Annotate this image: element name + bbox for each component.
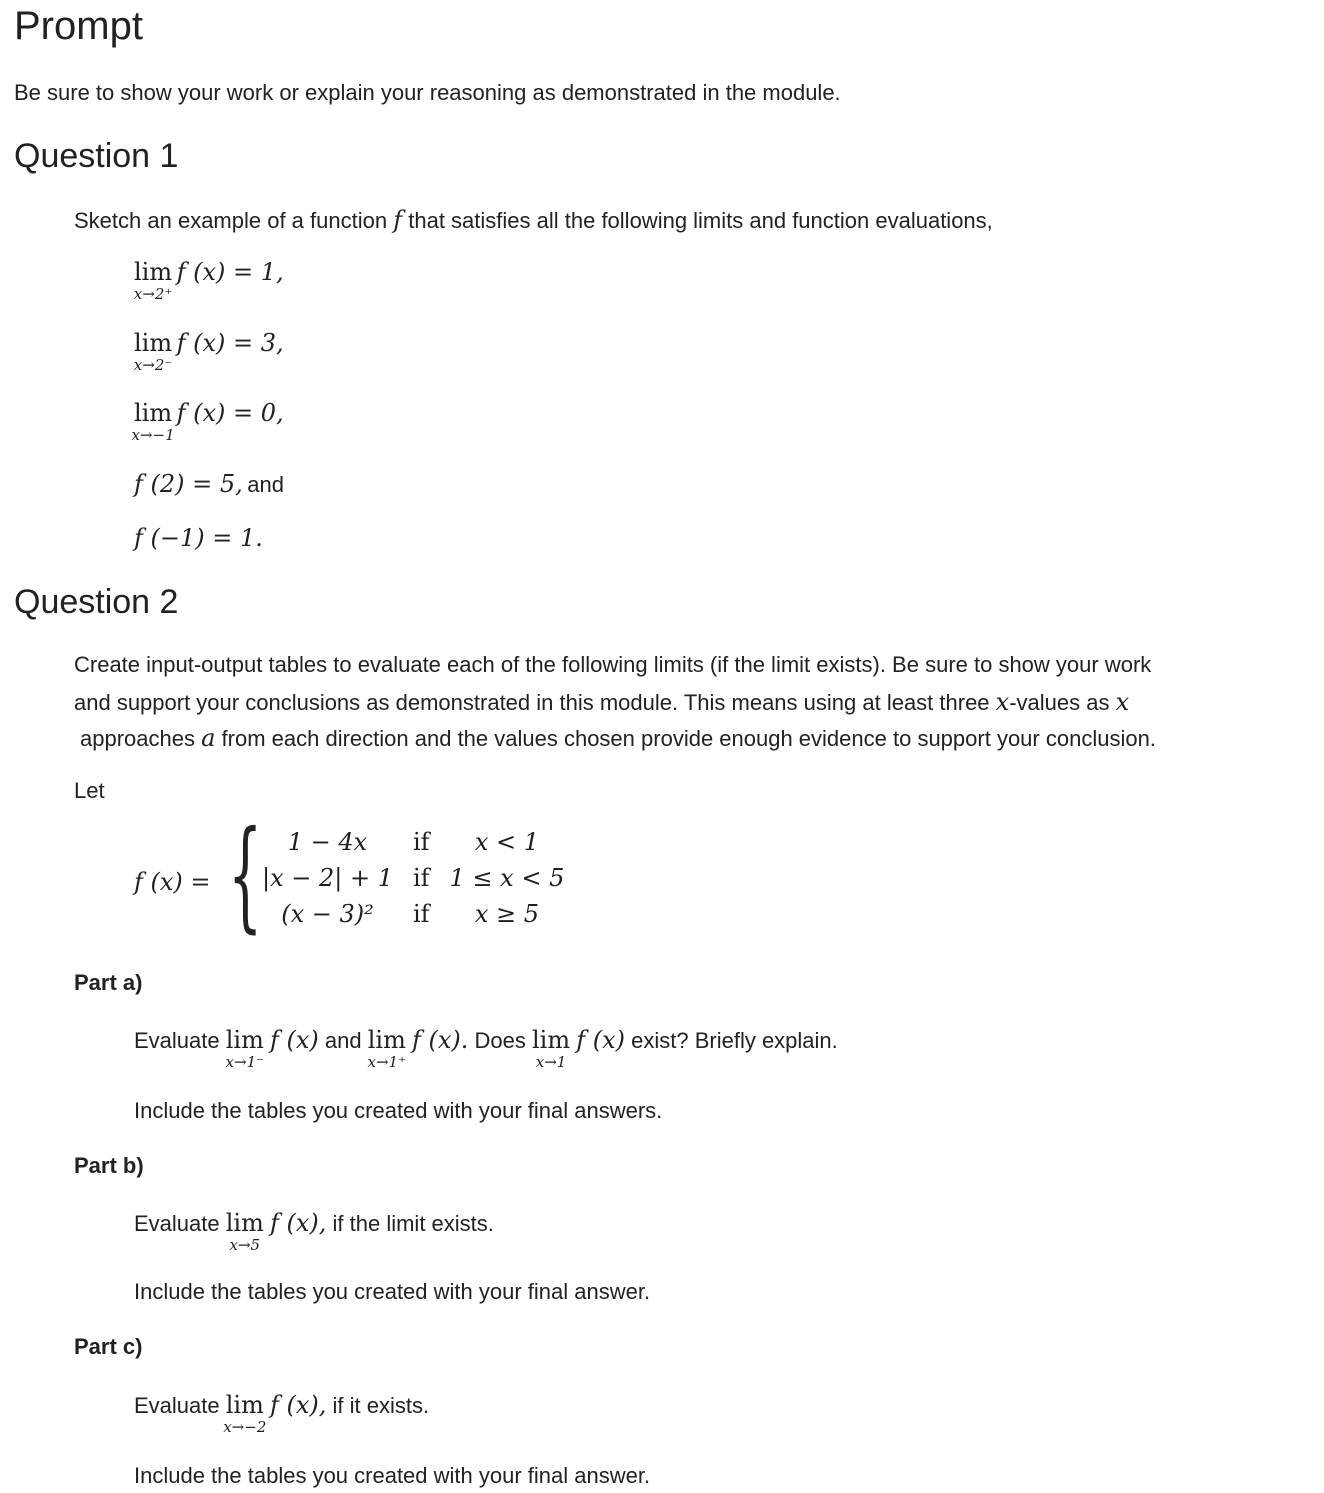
part-b-question — [134, 1209, 494, 1254]
and-word: and — [324, 1028, 362, 1053]
expr: f (x), — [269, 1391, 327, 1419]
q1-limit-1 — [133, 258, 284, 303]
lim-word: lim — [134, 329, 173, 357]
line2-b: -values as — [1009, 690, 1110, 715]
lim-word: lim — [134, 258, 173, 286]
piecewise-row — [252, 896, 574, 932]
q2-para-line-2 — [74, 688, 1129, 716]
lim-sub: x→1⁻ — [225, 1053, 265, 1071]
expr: f (x), — [269, 1209, 327, 1237]
piece-expr: |x − 2| + 1 — [262, 864, 393, 892]
piece-expr: (x − 3)² — [281, 900, 374, 928]
q1-instruction-var: f — [393, 206, 403, 234]
part-c-label: Part c) — [74, 1334, 143, 1359]
line3-b: from each direction and the values chosen provide enough evidence to support your conclusion. — [221, 726, 1156, 751]
left-brace: { — [228, 806, 263, 945]
piece-cond: x ≥ 5 — [474, 900, 540, 928]
part-c-include: Include the tables you created with your final answer. — [134, 1463, 651, 1488]
tail-text: if the limit exists. — [332, 1211, 494, 1236]
limit-expr: f (x) = 0, — [176, 399, 284, 427]
q1-instruction-post: that satisfies all the following limits and function evaluations, — [408, 208, 993, 233]
eval-2-math: f (−1) = 1. — [134, 524, 263, 552]
lim-word: lim — [225, 1391, 264, 1419]
tail-text: exist? Briefly explain. — [631, 1028, 838, 1053]
lim-sub: x→5 — [229, 1236, 261, 1254]
part-c-question — [134, 1391, 430, 1436]
part-a-include: Include the tables you created with your final answers. — [134, 1098, 663, 1123]
does-word: Does — [474, 1028, 526, 1053]
lim-sub: x→−2 — [223, 1418, 267, 1436]
evaluate-word: Evaluate — [134, 1028, 220, 1053]
limit-expr: f (x) = 3, — [176, 329, 284, 357]
lim-sub: x→1 — [535, 1053, 567, 1071]
piece-cond: x < 1 — [474, 828, 540, 856]
question-1-heading: Question 1 — [14, 137, 179, 175]
question-2-heading: Question 2 — [14, 583, 179, 621]
piece-expr: 1 − 4x — [287, 828, 368, 856]
q1-eval-2 — [134, 524, 263, 552]
q1-instruction — [74, 206, 993, 234]
tail-text: if it exists. — [332, 1393, 430, 1418]
line3-a: approaches — [80, 726, 195, 751]
piece-if: if — [412, 864, 430, 892]
expr: f (x). — [411, 1026, 469, 1054]
line2-var: x — [995, 688, 1010, 716]
fx-label: f (x) = — [134, 868, 211, 896]
q1-eval-1 — [134, 470, 284, 498]
lim-sub: x→−1 — [131, 426, 175, 444]
q2-para-line-1: Create input-output tables to evaluate each of the following limits (if the limit exists). Be sure to show your work — [74, 652, 1152, 677]
lim-sub: x→2⁻ — [133, 356, 173, 374]
part-b-label: Part b) — [74, 1153, 144, 1178]
let-label: Let — [74, 778, 105, 803]
part-a-label: Part a) — [74, 970, 143, 995]
piecewise-table — [252, 824, 574, 932]
lim-sub: x→2⁺ — [133, 285, 173, 303]
line2-var2: x — [1115, 688, 1130, 716]
q2-para-line-3 — [80, 724, 1156, 752]
piece-if: if — [412, 828, 430, 856]
q1-limit-3 — [131, 399, 284, 444]
line3-var: a — [201, 724, 216, 752]
lim-sub: x→1⁺ — [367, 1053, 407, 1071]
evaluate-word: Evaluate — [134, 1211, 220, 1236]
lim-word: lim — [367, 1026, 406, 1054]
lim-word: lim — [225, 1209, 264, 1237]
q1-instruction-pre: Sketch an example of a function — [74, 208, 388, 233]
line2-a: and support your conclusions as demonstrated in this module. This means using at least three — [74, 690, 990, 715]
eval-1-math: f (2) = 5, — [134, 470, 243, 498]
lim-word: lim — [134, 399, 173, 427]
part-b-include: Include the tables you created with your final answer. — [134, 1279, 651, 1304]
lim-word: lim — [225, 1026, 264, 1054]
intro-text: Be sure to show your work or explain your reasoning as demonstrated in the module. — [14, 80, 841, 105]
piecewise-row — [252, 824, 574, 860]
piece-if: if — [412, 900, 430, 928]
piece-cond: 1 ≤ x < 5 — [449, 864, 565, 892]
limit-expr: f (x) = 1, — [176, 258, 284, 286]
lim-word: lim — [531, 1026, 571, 1054]
piecewise-row — [252, 860, 574, 896]
q1-limit-2 — [133, 329, 284, 374]
expr: f (x) — [269, 1026, 319, 1054]
expr: f (x) — [576, 1026, 625, 1054]
page-title: Prompt — [14, 4, 143, 48]
eval-1-text: and — [247, 472, 284, 497]
evaluate-word: Evaluate — [134, 1393, 220, 1418]
part-a-question — [134, 1026, 838, 1071]
